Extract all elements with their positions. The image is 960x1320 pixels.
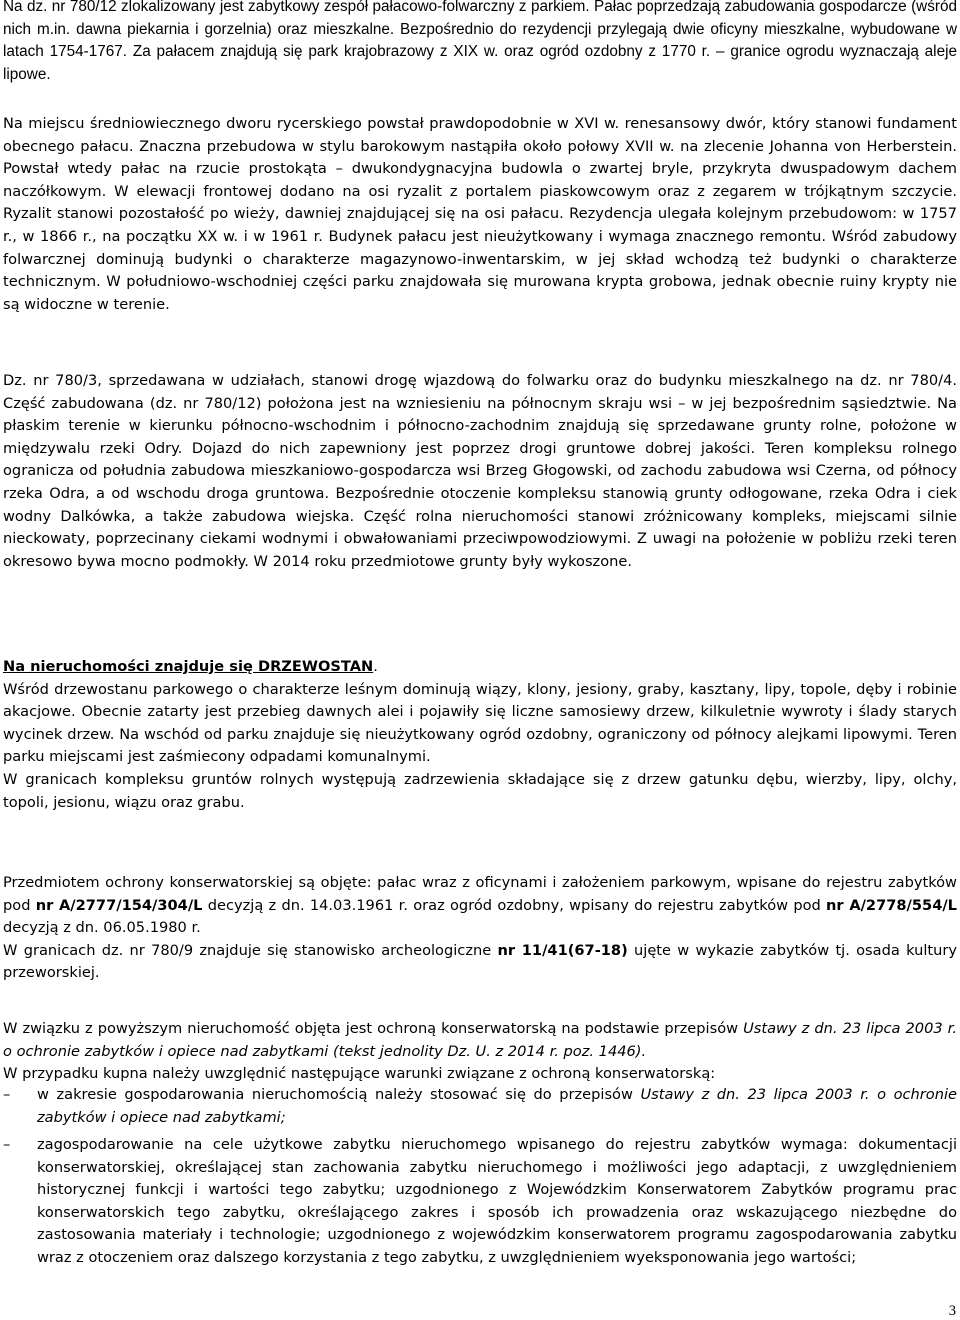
register-number-garden: nr A/2778/554/L (826, 896, 957, 914)
tree-stand-heading-line (3, 656, 957, 679)
section-conservation (3, 872, 957, 985)
conditions-list-2 (3, 1134, 957, 1270)
conservation-text-1: Przedmiotem ochrony konserwatorskiej są objęte: pałac wraz z oficynami i założeniem parkowym, wpisane do rejestru zabytków pod (3, 874, 957, 914)
archaeological-site-text (3, 940, 957, 985)
dash-bullet: – (3, 1086, 11, 1103)
conservation-text-2: decyzją z dn. 14.03.1961 r. oraz ogród ozdobny, wpisany do rejestru zabytków pod (202, 896, 827, 914)
dash-bullet: – (3, 1136, 11, 1153)
text-palace-complex: Na dz. nr 780/12 zlokalizowany jest zabytkowy zespół pałacowo-folwarczny z parkiem. Pałac poprzedzają zabudowania gospodarcze (wśród nich m.in. dawna piekarnia i gorzelnia) oraz mieszkalne. Bezpośrednio do rezydencji przylegają dwie oficyny mieszkalne, wybudowane w latach 1754-1767. Za pałacem znajdują się park krajobrazowy z XIX w. oraz ogród ozdobny z 1770 r. – granice ogrodu wyznaczają aleje lipowe. (3, 0, 957, 83)
paragraph-location: Dz. nr 780/3, sprzedawana w udziałach, stanowi drogę wjazdową do folwarku oraz do budynku mieszkalnego na dz. nr 780/4. Część zabudowana (dz. nr 780/12) położona jest na wzniesieniu na północnym skraju wsi – w jej bezpośrednim sąsiedztwie. Na płaskim terenie w kierunku północno-wschodnim i północno-zachodnim znajdują się sprzedawane grunty rolne, położone w międzywalu rzeki Odry. Dojazd do nich zapewniony jest poprzez drogi gruntowe dobrej jakości. Teren kompleksu rolnego ogranicza od południa zabudowa mieszkaniowo-gospodarcza wsi Brzeg Głogowski, od zachodu zabudowa wsi Czerna, od północy rzeka Odra, a od wschodu droga gruntowa. Bezpośrednie otoczenie kompleksu stanowią grunty odłogowane, rzeka Odra i ciek wodny Dalkówka, a także zabudowa wiejska. Część rolna nieruchomości stanowi zróżnicowany kompleks, miejscami silnie nieckowaty, poprzecinany ciekami wodnymi i obwałowaniami przeciwpowodziowymi. Z uwagi na położenie w pobliżu rzeki teren okresowo bywa mocno podmokły. W 2014 roku przedmiotowe grunty były wykoszone. (3, 372, 957, 570)
legal-basis-text (3, 1018, 957, 1063)
archaeology-site-number: nr 11/41(67-18) (497, 941, 628, 959)
law-citation: Ustawy z dn. 23 lipca 2003 r. o ochronie zabytków i opiece nad zabytkami (tekst jednolity Dz. U. z 2014 r. poz. 1446). (3, 1020, 957, 1060)
conservation-text-3: decyzją z dn. 06.05.1980 r. (3, 919, 201, 937)
archaeology-text-2: ujęte w wykazie zabytków tj. osada kultury przeworskiej. (3, 941, 957, 982)
tree-stand-heading-period: . (373, 658, 378, 675)
conservation-register-text (3, 872, 957, 940)
list-item-text: w zakresie gospodarowania nieruchomością należy stosować się do przepisów (37, 1086, 641, 1103)
list-item-law-citation: Ustawy z dn. 23 lipca 2003 r. o ochronie zabytków i opiece nad zabytkami; (37, 1086, 957, 1126)
archaeology-text-1: W granicach dz. nr 780/9 znajduje się stanowisko archeologiczne (3, 941, 498, 959)
tree-stand-description: Wśród drzewostanu parkowego o charakterze leśnym dominują wiązy, klony, jesiony, graby, kasztany, lipy, topole, dęby i robinie akacjowe. Obecnie zatarty jest przebieg dawnych alei i pojawiły się liczne samosiewy drzew, kilkuletnie wywroty i ślady starych wycinek drzew. Na wschód od parku znajduje się nieużytkowany ogród ozdobny, ograniczony od północy alejkami lipowymi. Teren parku miejscami jest zaśmiecony odpadami komunalnymi. (3, 680, 957, 766)
tree-stand-arable-description: W granicach kompleksu gruntów rolnych występują zadrzewienia składające się z drzew gatunku dębu, wierzby, lipy, olchy, topoli, jesionu, wiązu oraz grabu. (3, 770, 957, 811)
register-number-palace: nr A/2777/154/304/L (35, 896, 203, 914)
purchase-conditions-intro: W przypadku kupna należy uwzględnić następujące warunki związane z ochroną konserwatorską: (3, 1065, 716, 1083)
page-number: 3 (948, 1303, 956, 1319)
list-item-text: zagospodarowanie na cele użytkowe zabytku nieruchomego wpisanego do rejestru zabytków wymaga: dokumentacji konserwatorskiej, określającej stan zachowania zabytku nieruchomego i możliwości jego adaptacji, z uwzględnieniem historycznej funkcji i wartości tego zabytku; uzgodnionego z Wojewódzkim Konserwatorem Zabytków programu prac konserwatorskich tego zabytku, określającego zakres i sposób ich prowadzenia oraz wskazującego niezbędne do zastosowania materiały i technologie; uzgodnionego z wojewódzkim konserwatorem programu zagospodarowania zabytku wraz z otoczeniem oraz dalszego korzystania z tego zabytku, z uwzględnieniem wyeksponowania jego wartości; (37, 1136, 957, 1266)
tree-stand-heading: Na nieruchomości znajduje się DRZEWOSTAN (3, 658, 374, 675)
paragraph-history: Na miejscu średniowiecznego dworu rycerskiego powstał prawdopodobnie w XVI w. renesansowy dwór, który stanowi fundament obecnego pałacu. Znaczna przebudowa w stylu barokowym nastąpiła około połowy XVII w. na zlecenie Johanna von Herberstein. Powstał wtedy pałac na rzucie prostokąta – dwukondygnacyjna budowla o zwartej bryle, przykryta dwuspadowym dachem naczółkowym. W elewacji frontowej dodano na osi ryzalit z portalem piaskowcowym oraz z zegarem w trójkątnym szczycie. Ryzalit stanowi pozostałość po wieży, dawniej znajdującej się na osi pałacu. Rezydencja ulegała kolejnym przebudowom: w 1757 r., w 1866 r., na początku XX w. i w 1961 r. Budynek pałacu jest nieużytkowany i wymaga znacznego remontu. Wśród zabudowy folwarcznej dominują budynki o charakterze magazynowo-inwentarskim, w jej skład wchodzą też budynki o charakterze technicznym. W południowo-wschodniej części parku znajdowała się murowana krypta grobowa, jednak obecnie ruiny krypty nie są widoczne w terenie. (3, 115, 957, 313)
section-tree-stand (3, 656, 957, 814)
conditions-list-1 (3, 1084, 957, 1129)
legal-basis-text-1: W związku z powyższym nieruchomość objęta jest ochroną konserwatorską na podstawie przepisów (3, 1020, 744, 1037)
list-item (3, 1084, 957, 1129)
paragraph-palace-complex (3, 0, 957, 86)
list-item (3, 1134, 957, 1270)
section-legal-basis (3, 1018, 957, 1086)
